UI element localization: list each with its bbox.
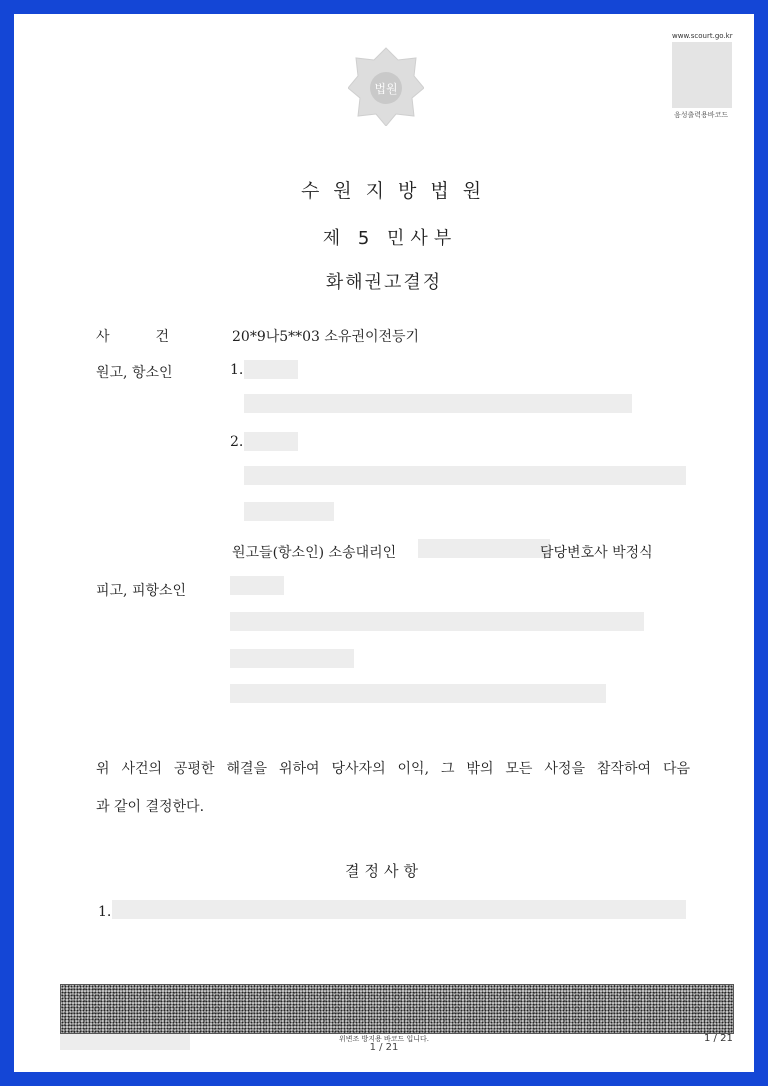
page-number-right: 1 / 21 [704, 1033, 733, 1044]
decision-item-1-number: 1. [98, 904, 112, 920]
redaction [230, 649, 354, 668]
case-label: 사건 [96, 329, 216, 345]
plaintiff-2-number: 2. [230, 434, 244, 450]
redaction [230, 684, 606, 703]
page-number-center: 1 / 21 [369, 1042, 399, 1053]
redaction [112, 900, 686, 919]
redaction [244, 394, 632, 413]
plaintiff-label: 원고, 항소인 [96, 365, 173, 381]
defendant-label: 피고, 피항소인 [96, 583, 187, 599]
barcode-caption: 음성출력용바코드 [674, 111, 729, 119]
site-url: www.scourt.go.kr [672, 32, 733, 40]
redaction [244, 502, 334, 521]
seal-text: 법원 [374, 82, 398, 96]
document-type: 화해권고결정 [325, 272, 443, 293]
decision-heading: 결정사항 [345, 862, 423, 880]
counsel-prefix: 원고들(항소인) 소송대리인 [232, 545, 397, 561]
redaction [230, 576, 284, 595]
redaction [244, 466, 686, 485]
case-number: 20*9나5**03 소유권이전등기 [232, 329, 420, 345]
document-page [14, 14, 754, 1072]
division-name: 제 5 민사부 [322, 228, 458, 249]
body-line-2: 과 같이 결정한다. [96, 799, 205, 815]
redaction [244, 432, 298, 451]
voice-barcode [672, 42, 732, 108]
redaction [244, 360, 298, 379]
court-name: 수원지방법원 [300, 180, 496, 202]
body-line-1: 위 사건의 공평한 해결을 위하여 당사자의 이익, 그 밖의 모든 사정을 참작하여 다음 [96, 761, 690, 777]
anti-forgery-barcode [60, 984, 734, 1034]
plaintiff-1-number: 1. [230, 362, 244, 378]
barcode-note: 위변조 방지용 바코드 입니다. [338, 1035, 430, 1043]
court-seal-icon [348, 46, 424, 126]
redaction [230, 612, 644, 631]
counsel-attorney: 담당변호사 박정식 [540, 545, 653, 561]
redaction [418, 539, 550, 558]
